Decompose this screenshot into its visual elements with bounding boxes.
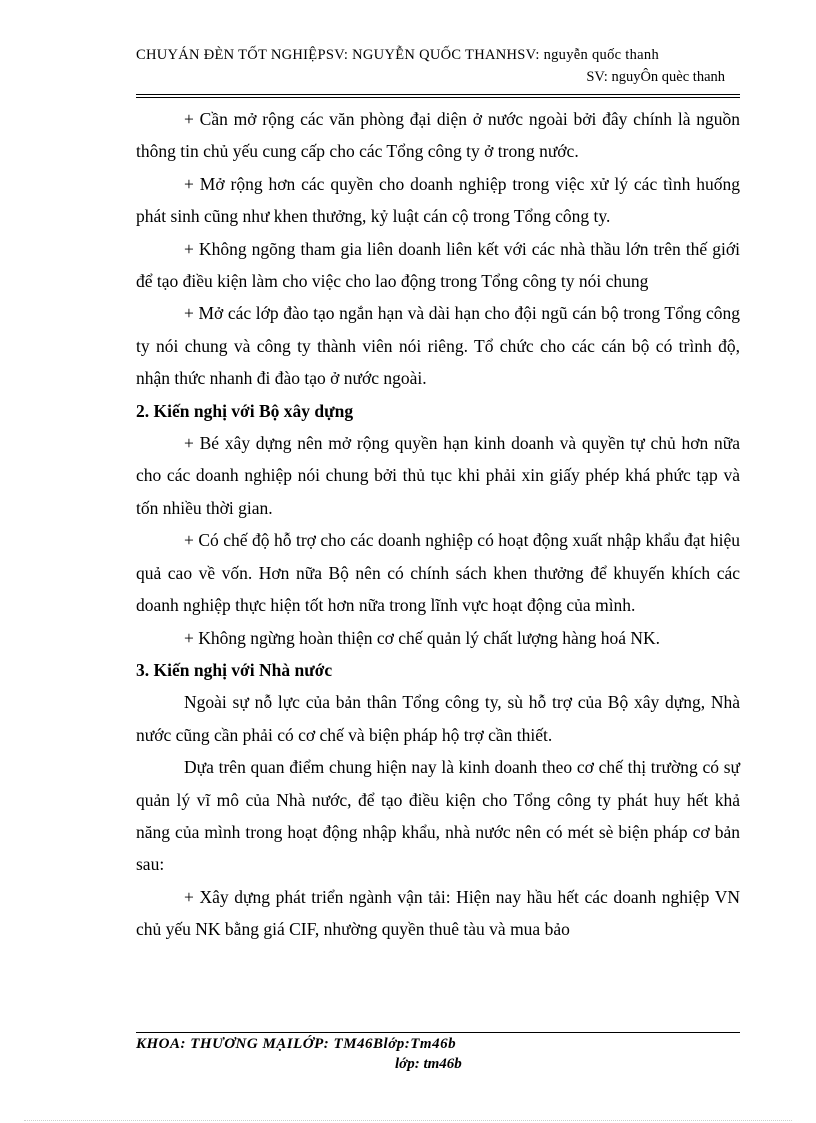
paragraph: + Không ngừng hoàn thiện cơ chế quản lý chất lượng hàng hoá NK. bbox=[184, 627, 660, 648]
paragraph: + Mở rộng hơn các quyền cho doanh nghiệp trong việc xử lý các tình huống phát sinh cũng như khen thưởng, kỷ luật cán cộ trong Tổng công ty. bbox=[136, 173, 740, 227]
document-body bbox=[136, 103, 740, 946]
paragraph: + Xây dựng phát triển ngành vận tải: Hiện nay hầu hết các doanh nghiệp VN chủ yếu NK bằng giá CIF, nhường quyền thuê tàu và mua bảo bbox=[136, 886, 740, 940]
header-divider bbox=[136, 94, 740, 98]
footer-divider bbox=[136, 1032, 740, 1033]
paragraph: Dựa trên quan điểm chung hiện nay là kinh doanh theo cơ chế thị trường có sự quản lý vĩ mô của Nhà nước, để tạo điều kiện cho Tổng công ty phát huy hết khả năng của mình trong hoạt động nhập khẩu, nhà nước nên có mét sè biện pháp cơ bản sau: bbox=[136, 757, 740, 875]
page-header bbox=[136, 46, 739, 86]
section-heading: 3. Kiến nghị với Nhà nước bbox=[136, 659, 333, 680]
section-heading: 2. Kiến nghị với Bộ xây dựng bbox=[136, 400, 354, 421]
footer-department: KHOA: THƯƠNG MẠILỚP: TM46Blớp:Tm46b bbox=[136, 1036, 457, 1052]
paragraph: + Mở các lớp đào tạo ngắn hạn và dài hạn cho đội ngũ cán bộ trong Tổng công ty nói chung và công ty thành viên nói riêng. Tổ chức cho các cán bộ có trình độ, nhận thức nhanh đi đào tạo ở nước ngoài. bbox=[136, 303, 740, 389]
paragraph: + Không ngõng tham gia liên doanh liên kết với các nhà thầu lớn trên thế giới để tạo điều kiện làm cho việc cho lao động trong Tổng công ty nói chung bbox=[136, 238, 740, 292]
header-title: CHUYÁN ĐÈN TỐT NGHIỆPSV: NGUYỄN QUỐC THANHSV: nguyễn quốc thanh bbox=[136, 47, 660, 63]
page-edge bbox=[24, 1120, 792, 1121]
paragraph: Ngoài sự nỗ lực của bản thân Tổng công ty, sù hỗ trợ của Bộ xây dựng, Nhà nước cũng cần phải có cơ chế và biện pháp hộ trợ cần thiết. bbox=[136, 692, 740, 745]
paragraph: + Cần mở rộng các văn phòng đại diện ở nước ngoài bởi đây chính là nguồn thông tin chủ yếu cung cấp cho các Tổng công ty ở trong nước. bbox=[136, 109, 740, 162]
paragraph: + Có chế độ hỗ trợ cho các doanh nghiệp có hoạt động xuất nhập khẩu đạt hiệu quả cao về vốn. Hơn nữa Bộ nên có chính sách khen thưởng để khuyến khích các doanh nghiệp thực hiện tốt hơn nữa trong lĩnh vực hoạt động của mình. bbox=[136, 530, 740, 616]
paragraph: + Bé xây dựng nên mở rộng quyền hạn kinh doanh và quyền tự chủ hơn nữa cho các doanh nghiệp nói chung bởi thủ tục khi phải xin giấy phép khá phức tạp và tốn nhiều thời gian. bbox=[136, 433, 740, 518]
header-student: SV: nguyÔn quèc thanh bbox=[586, 69, 725, 85]
footer-class: lớp: tm46b bbox=[395, 1056, 462, 1072]
